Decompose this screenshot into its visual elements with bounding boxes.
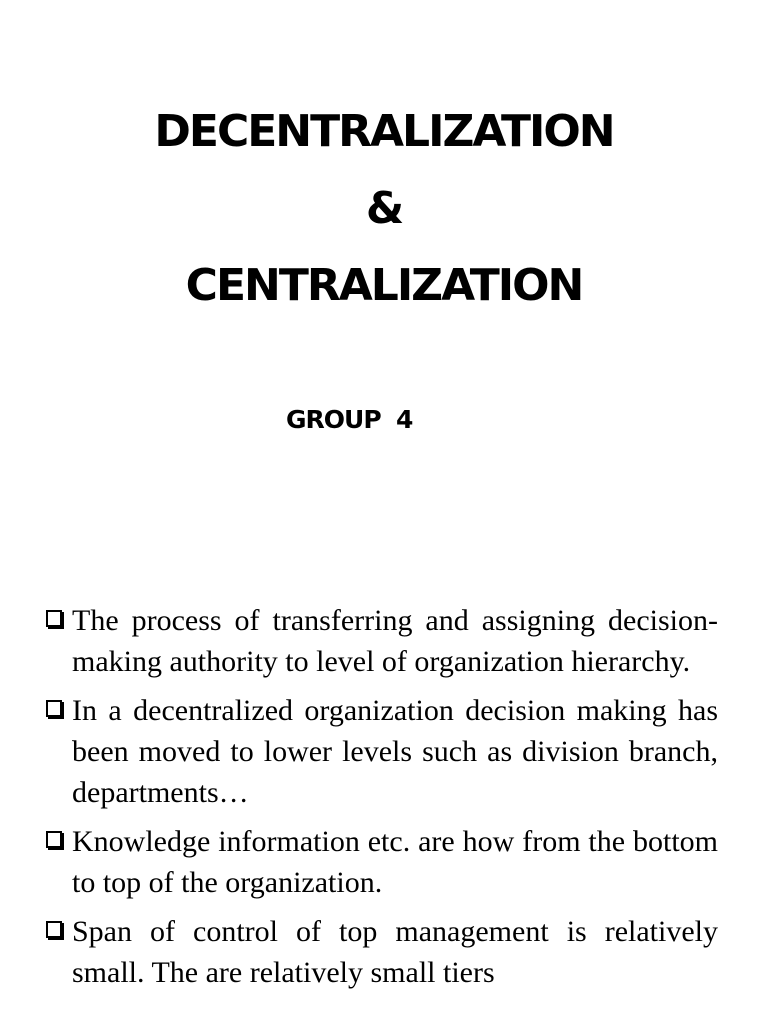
- checkbox-square-icon: [46, 700, 62, 717]
- checkbox-square-icon: [46, 610, 62, 627]
- bullet-text: The process of transferring and assigning decision-making authority to level of organization hierarchy.: [72, 604, 718, 678]
- bullet-text: Knowledge information etc. are how from the bottom to top of the organization.: [72, 825, 718, 899]
- title-line-2: &: [365, 183, 403, 234]
- bullet-list: [46, 600, 718, 1001]
- bullet-item: [46, 821, 718, 903]
- bullet-text: Span of control of top management is relatively small. The are relatively small tiers: [72, 915, 718, 989]
- title-line-1: DECENTRALIZATION: [154, 106, 614, 157]
- checkbox-square-icon: [46, 921, 62, 938]
- bullet-item: [46, 911, 718, 993]
- checkbox-square-icon: [46, 831, 62, 848]
- bullet-item: [46, 600, 718, 682]
- bullet-item: [46, 690, 718, 813]
- bullet-text: In a decentralized organization decision making has been moved to lower levels such as division branch, departments…: [72, 694, 718, 809]
- page-title: [0, 100, 768, 331]
- title-line-3: CENTRALIZATION: [185, 260, 583, 311]
- group-label: GROUP 4: [286, 405, 413, 434]
